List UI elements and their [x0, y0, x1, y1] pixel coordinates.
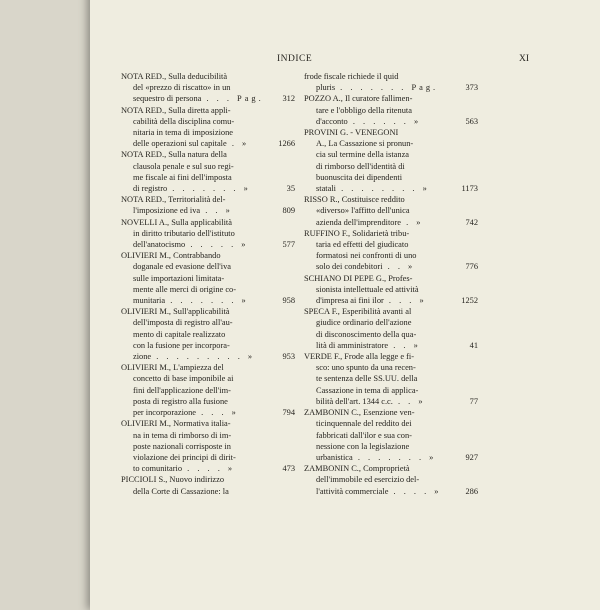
leader-dots: . . . . . . . »	[165, 296, 249, 306]
page-number: XI	[519, 54, 530, 64]
entry-line	[304, 452, 478, 463]
leader-dots: . . »	[388, 340, 421, 350]
entry-line	[304, 396, 478, 407]
entry-line	[304, 486, 478, 497]
entry-line	[121, 261, 295, 272]
entry-text: mento di capitale realizzato	[133, 329, 226, 339]
entry-text: RUFFINO F., Solidarietà tribu-	[304, 228, 410, 238]
entry-text: formatosi nei confronti di uno	[316, 251, 417, 261]
entry-page-number: 1173	[461, 184, 478, 194]
entry-line	[304, 183, 478, 194]
index-entry	[121, 474, 295, 496]
entry-line	[304, 239, 478, 250]
entry-text: na in tema di rimborso di im-	[133, 430, 232, 440]
entry-line	[121, 418, 295, 429]
entry-line	[121, 295, 295, 306]
entry-line	[121, 486, 295, 497]
entry-page-number: 373	[465, 83, 478, 93]
entry-line	[304, 418, 478, 429]
entry-text: sulle importazioni limitata-	[133, 273, 225, 283]
entry-text: per incorporazione	[133, 408, 197, 418]
entry-line	[121, 93, 295, 104]
entry-line	[121, 284, 295, 295]
entry-text: azienda dell'imprenditore	[316, 217, 401, 227]
entry-text: to comunitario	[133, 464, 183, 474]
entry-text: sco: uno spunto da una recen-	[316, 363, 416, 373]
entry-line	[121, 239, 295, 250]
index-entry	[304, 273, 478, 307]
index-entry	[304, 351, 478, 407]
leader-dots: . . . . »	[182, 464, 236, 474]
entry-line	[121, 149, 295, 160]
entry-line	[121, 82, 295, 93]
entry-text: NOTA RED., Sulla diretta appli-	[121, 105, 231, 115]
entry-line	[121, 317, 295, 328]
entry-line	[304, 284, 478, 295]
entry-text: concetto di base imponibile ai	[133, 374, 234, 384]
entry-page-number: 563	[465, 116, 478, 126]
entry-text: in diritto tributario dell'istituto	[133, 228, 235, 238]
index-entry	[304, 127, 478, 194]
entry-line	[121, 228, 295, 239]
entry-text: zione	[133, 352, 152, 362]
index-entry	[121, 105, 295, 150]
entry-text: OLIVIERI M., Sull'applicabilità	[121, 307, 230, 317]
entry-line	[304, 138, 478, 149]
entry-line	[121, 385, 295, 396]
entry-text: NOVELLI A., Sulla applicabilità	[121, 217, 232, 227]
entry-line	[121, 351, 295, 362]
entry-line	[121, 205, 295, 216]
leader-dots: . . . »	[196, 408, 239, 418]
entry-line	[304, 385, 478, 396]
entry-page-number: 1266	[278, 139, 295, 149]
leader-dots: . . . . . . . . »	[336, 184, 430, 194]
entry-text: lità di amministratore	[316, 340, 389, 350]
entry-line	[304, 441, 478, 452]
entry-text: OLIVIERI M., L'ampiezza del	[121, 363, 224, 373]
entry-line	[304, 317, 478, 328]
entry-line	[121, 396, 295, 407]
index-entry	[121, 71, 295, 105]
entry-text: frode fiscale richiede il quid	[304, 72, 399, 81]
entry-line	[121, 407, 295, 418]
entry-line	[304, 295, 478, 306]
entry-text: ZAMBONIN C., Comproprietà	[304, 464, 410, 474]
entry-line	[304, 105, 478, 116]
index-entry	[121, 362, 295, 418]
entry-line	[121, 127, 295, 138]
entry-text: l'attività commerciale	[316, 486, 389, 496]
leader-dots: . . »	[382, 262, 416, 272]
entry-page-number: 41	[469, 340, 478, 350]
leader-dots: . . . . . . . Pag.	[335, 83, 439, 93]
entry-line	[121, 441, 295, 452]
leader-dots: . . . Pag.	[201, 94, 264, 104]
entry-line	[304, 205, 478, 216]
entry-text: RISSO R., Costituisce reddito	[304, 195, 405, 205]
leader-dots: . »	[226, 139, 250, 149]
entry-line	[121, 217, 295, 228]
leader-dots: . . . . . . . . . »	[151, 352, 256, 362]
entry-text: A., La Cassazione si pronun-	[316, 139, 414, 149]
index-entry	[121, 250, 295, 306]
index-entry	[304, 194, 478, 228]
entry-text: Cassazione in tema di applica-	[316, 385, 419, 395]
leader-dots: . . . »	[383, 296, 427, 306]
entry-line	[304, 306, 478, 317]
entry-page-number: 35	[286, 184, 295, 194]
entry-line	[121, 183, 295, 194]
entry-text: NOTA RED., Territorialità del-	[121, 195, 226, 205]
entry-text: OLIVIERI M., Normativa italia-	[121, 419, 231, 429]
entry-text: fabbricati dall'ilor e sua con-	[316, 430, 412, 440]
entry-line	[304, 351, 478, 362]
entry-text: cia sul termine della istanza	[316, 150, 410, 160]
entry-line	[304, 340, 478, 351]
entry-text: dell'imposta di registro all'au-	[133, 318, 233, 328]
entry-line	[304, 329, 478, 340]
entry-text: te sentenza delle SS.UU. della	[316, 374, 418, 384]
entry-text: bilità dell'art. 1344 c.c.	[316, 396, 393, 406]
leader-dots: . . »	[392, 396, 426, 406]
entry-line	[121, 463, 295, 474]
entry-text: PROVINI G. - VENEGONI	[304, 128, 399, 138]
left-column	[121, 71, 295, 497]
index-entry	[121, 194, 295, 216]
entry-text: di registro	[133, 184, 168, 194]
entry-text: me fiscale ai fini dell'imposta	[133, 172, 232, 182]
entry-text: di disconoscimento della qua-	[316, 329, 417, 339]
index-entry	[304, 407, 478, 463]
entry-text: NOTA RED., Sulla deducibilità	[121, 72, 228, 81]
leader-dots: . . . . . . »	[347, 116, 422, 126]
entry-text: munitaria	[133, 296, 166, 306]
entry-text: SCHIANO DI PEPE G., Profes-	[304, 273, 413, 283]
entry-line	[121, 116, 295, 127]
entry-text: VERDE F., Frode alla legge e fi-	[304, 352, 415, 362]
index-entry	[121, 149, 295, 194]
index-entry	[304, 71, 478, 93]
index-entry	[304, 93, 478, 127]
entry-text: ticinquennale del reddito dei	[316, 419, 412, 429]
entry-text: dell'anatocismo	[133, 240, 186, 250]
right-column	[304, 71, 478, 497]
entry-text: dell'immobile ed esercizio del-	[316, 475, 420, 485]
entry-line	[304, 161, 478, 172]
entry-text: d'impresa ai fini ilor	[316, 296, 384, 306]
entry-line	[121, 273, 295, 284]
entry-text: «diverso» l'affitto dell'unica	[316, 206, 410, 216]
index-entry	[121, 217, 295, 251]
entry-text: delle operazioni sul capitale	[133, 139, 227, 149]
entry-text: NOTA RED., Sulla natura della	[121, 150, 227, 160]
index-entry	[121, 306, 295, 362]
entry-line	[121, 373, 295, 384]
entry-text: del «prezzo di riscatto» in un	[133, 83, 231, 93]
entry-text: OLIVIERI M., Contrabbando	[121, 251, 221, 261]
entry-line	[121, 474, 295, 485]
entry-text: violazione dei principi di dirit-	[133, 452, 236, 462]
entry-text: doganale ed evasione dell'iva	[133, 262, 232, 272]
entry-text: sionista intellettuale ed attività	[316, 284, 419, 294]
entry-page-number: 809	[282, 206, 295, 216]
entry-line	[121, 430, 295, 441]
entry-line	[304, 373, 478, 384]
entry-page-number: 577	[282, 240, 295, 250]
leader-dots: . . . . . . . »	[167, 184, 251, 194]
entry-line	[121, 452, 295, 463]
index-entry	[304, 463, 478, 497]
entry-text: tare e l'obbligo della ritenuta	[316, 105, 412, 115]
entry-text: fini dell'applicazione dell'im-	[133, 385, 231, 395]
leader-dots: . . . . . »	[185, 240, 249, 250]
entry-text: nitaria in tema di imposizione	[133, 128, 234, 138]
entry-line	[304, 217, 478, 228]
entry-text: buonuscita dei dipendenti	[316, 172, 403, 182]
entry-text: della Corte di Cassazione: la	[133, 486, 229, 496]
entry-line	[304, 273, 478, 284]
entry-text: SPECA F., Esperibilità avanti al	[304, 307, 412, 317]
index-entry	[304, 306, 478, 351]
entry-line	[304, 149, 478, 160]
leader-dots: . . . . . . . »	[352, 452, 437, 462]
entry-text: poste nazionali corrisposte in	[133, 441, 231, 451]
entry-page-number: 794	[282, 408, 295, 418]
entry-line	[304, 228, 478, 239]
entry-text: solo dei condebitori	[316, 262, 383, 272]
entry-text: l'imposizione ed iva	[133, 206, 201, 216]
entry-page-number: 1252	[461, 296, 478, 306]
entry-line	[304, 194, 478, 205]
entry-page-number: 77	[469, 396, 478, 406]
entry-line	[304, 463, 478, 474]
entry-text: clausola penale e sul suo regi-	[133, 161, 234, 171]
entry-line	[304, 82, 478, 93]
index-entry	[121, 418, 295, 474]
entry-line	[121, 161, 295, 172]
entry-text: taria ed effetti del giudicato	[316, 240, 409, 250]
entry-text: pluris	[316, 83, 336, 93]
entry-text: ZAMBONIN C., Esenzione ven-	[304, 408, 415, 418]
entry-text: di rimborso dell'identità di	[316, 161, 405, 171]
entry-line	[304, 362, 478, 373]
entry-page-number: 312	[282, 94, 295, 104]
entry-line	[304, 116, 478, 127]
entry-line	[121, 250, 295, 261]
entry-text: sequestro di persona	[133, 94, 202, 104]
entry-line	[304, 261, 478, 272]
entry-text: PICCIOLI S., Nuovo indirizzo	[121, 475, 225, 485]
entry-line	[121, 340, 295, 351]
entry-text: posta di registro alla fusione	[133, 396, 228, 406]
entry-line	[304, 250, 478, 261]
entry-line	[121, 362, 295, 373]
entry-page-number: 958	[282, 296, 295, 306]
entry-text: statali	[316, 184, 337, 194]
entry-line	[304, 474, 478, 485]
entry-text: giudice ordinario dell'azione	[316, 318, 412, 328]
entry-line	[304, 71, 478, 82]
entry-line	[121, 194, 295, 205]
entry-line	[304, 407, 478, 418]
entry-line	[121, 105, 295, 116]
entry-text: cabilità della disciplina comu-	[133, 116, 235, 126]
entry-line	[121, 138, 295, 149]
entry-page-number: 776	[465, 262, 478, 272]
entry-line	[121, 172, 295, 183]
entry-text: nessione con la legislazione	[316, 441, 410, 451]
entry-line	[121, 71, 295, 82]
entry-line	[121, 306, 295, 317]
entry-page-number: 742	[465, 217, 478, 227]
entry-text: POZZO A., Il curatore fallimen-	[304, 94, 413, 104]
entry-text: urbanistica	[316, 452, 353, 462]
leader-dots: . . . . »	[388, 486, 442, 496]
entry-line	[121, 329, 295, 340]
entry-page-number: 927	[465, 452, 478, 462]
leader-dots: . »	[401, 217, 424, 227]
entry-text: con la fusione per incorpora-	[133, 340, 230, 350]
entry-page-number: 953	[282, 352, 295, 362]
entry-text: mente alle merci di origine co-	[133, 284, 237, 294]
entry-page-number: 286	[465, 486, 478, 496]
entry-line	[304, 127, 478, 138]
entry-line	[304, 430, 478, 441]
leader-dots: . . »	[200, 206, 233, 216]
entry-line	[304, 93, 478, 104]
index-entry	[304, 228, 478, 273]
page-title: INDICE	[277, 54, 313, 64]
entry-text: d'acconto	[316, 116, 348, 126]
entry-page-number: 473	[282, 464, 295, 474]
entry-line	[304, 172, 478, 183]
